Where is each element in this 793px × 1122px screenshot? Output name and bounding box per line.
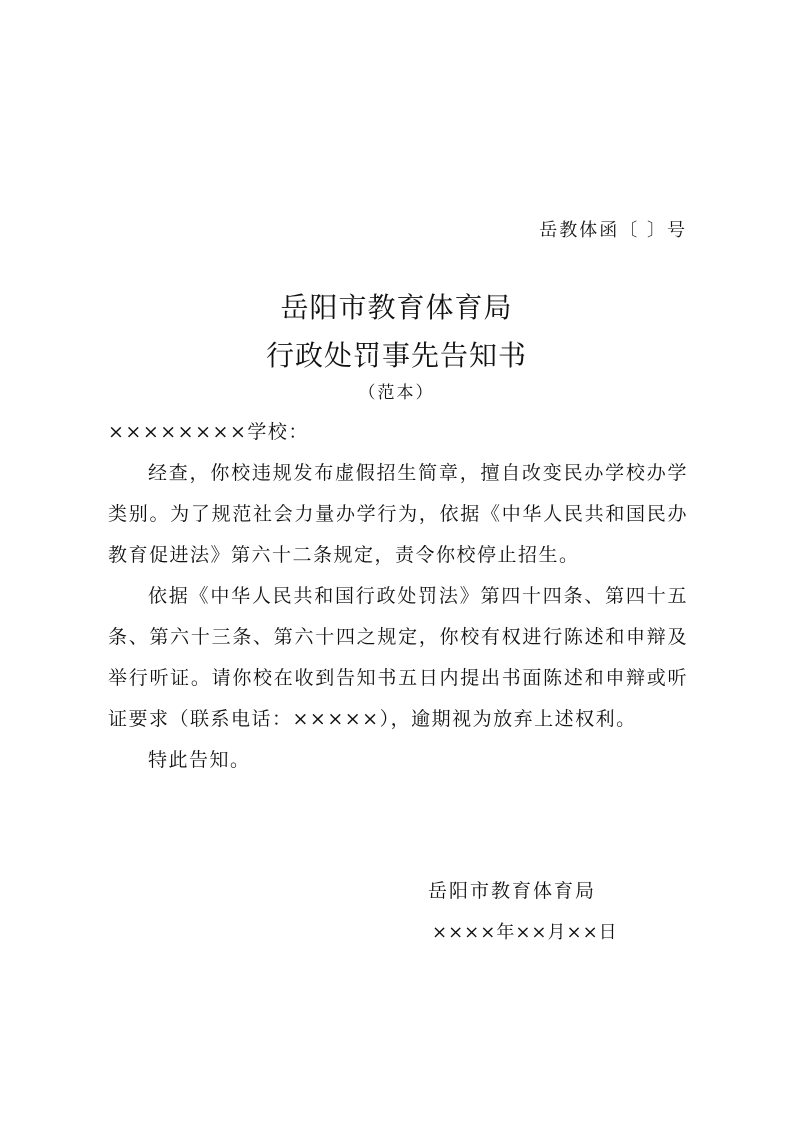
document-subtitle: （范本） — [358, 383, 435, 403]
paragraph-closing: 特此告知。 — [148, 749, 251, 771]
addressee: ××××××××学校： — [108, 421, 309, 443]
document-number: 岳教体函〔 〕号 — [539, 220, 687, 241]
signer: 岳阳市教育体育局 — [428, 880, 597, 902]
paragraph-rights: 依据《中华人民共和国行政处罚法》第四十四条、第四十五条、第六十三条、第六十四之规定，你校有权进行陈述和申辩及举行听证。请你校在收到告知书五日内提出书面陈述和申辩或听证要求（联系电话：×××××），逾期视为放弃上述权利。 — [108, 585, 688, 730]
document-title-line-1: 岳阳市教育体育局 — [280, 291, 513, 324]
paragraph-findings: 经查，你校违规发布虚假招生简章，擅自改变民办学校办学类别。为了规范社会力量办学行为，依据《中华人民共和国民办教育促进法》第六十二条规定，责令你校停止招生。 — [108, 462, 688, 566]
date: ××××年××月××日 — [432, 922, 618, 943]
document-title-line-2: 行政处罚事先告知书 — [265, 339, 527, 372]
